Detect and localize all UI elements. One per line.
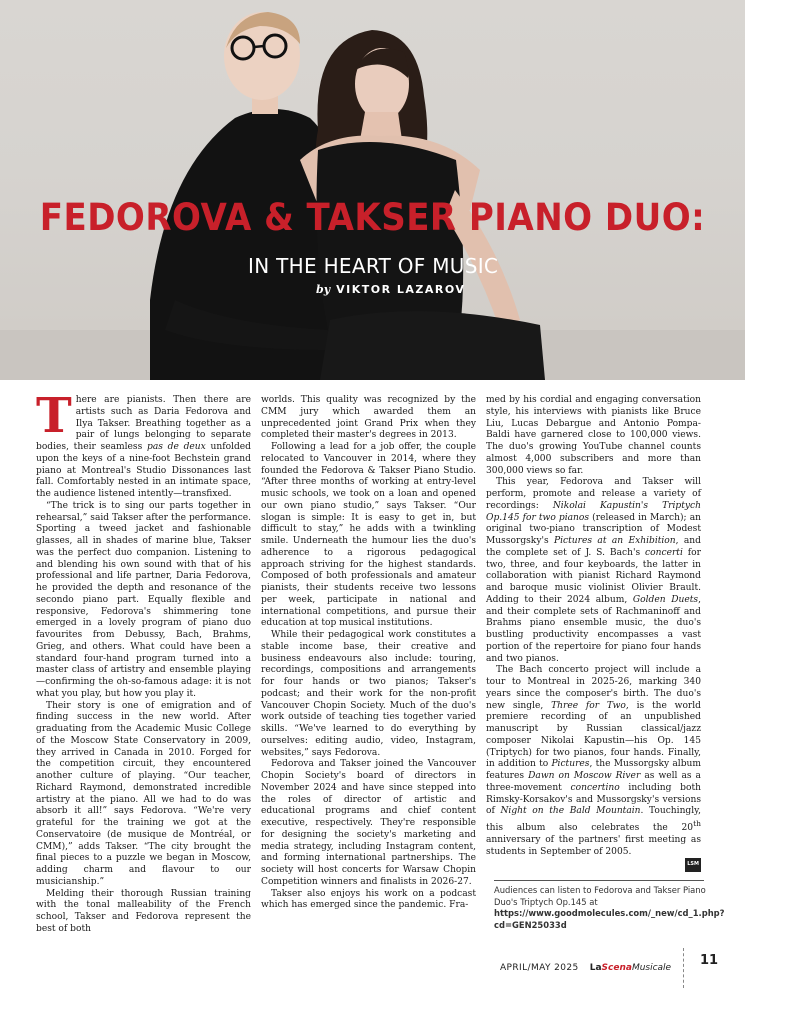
- note-link[interactable]: https://www.goodmolecules.com/_new/cd_1.php?cd=GEN25033d: [494, 908, 725, 930]
- author-name: VIKTOR LAZAROV: [336, 283, 466, 296]
- article-column-1: [36, 388, 251, 936]
- paragraph: Takser also enjoys his work on a podcast which has emerged since the pandemic. Fra-: [261, 888, 476, 911]
- byline: [316, 283, 465, 296]
- paragraph: This year, Fedorova and Takser will perform, promote and release a variety of recordings: Nikolai Kapustin's Triptych Op.145 for two pianos (released in March); an original two-piano transcription of Modest Mussorgsky's Pictures at an Exhibition, and the complete set of J. S. Bach's concerti for two, three, and four keyboards, the latter in collaboration with pianist Richard Raymond and baroque music violinist Olivier Brault. Adding to their 2024 album, Golden Duets, and their complete sets of Rachmaninoff and Brahms piano ensemble music, the duo's bustling productivity encompasses a vast portion of the repertoire for piano four hands and two pianos.: [486, 477, 701, 664]
- footer-divider: [683, 948, 684, 988]
- hero-photo: [0, 0, 745, 380]
- paragraph: Melding their thorough Russian training with the tonal malleability of the French school, Takser and Fedorova represent the best of both: [36, 888, 251, 934]
- paragraph: Their story is one of emigration and of finding success in the new world. After graduating from the Academic Music College of the Moscow State Conservatory in 2009, they arrived in Canada in 2010. Forged for the competition circuit, they encountered another culture of playing. “Our teacher, Richard Raymond, demonstrated incredible artistry at the piano. All we had to do was absorb it all!” says Fedorova. “We're very grateful for the training we got at the Conservatoire (de musique de Montréal, or CMM),” adds Takser. “The city brought the final pieces to a puzzle we began in Moscow, adding charm and flavour to our musicianship.”: [36, 700, 251, 887]
- page-number: 11: [700, 953, 719, 968]
- end-mark-logo: LSM: [685, 858, 701, 872]
- note-text: Audiences can listen to Fedorova and Takser Piano Duo's Triptych Op.145 at: [494, 885, 706, 907]
- article-column-2: [261, 395, 476, 912]
- magazine-name: LaScenaMusicale: [589, 963, 672, 973]
- note-divider: [494, 880, 704, 881]
- paragraph: Fedorova and Takser joined the Vancouver Chopin Society's board of directors in November 2024 and have since stepped into the roles of director of artistic and educational programs and chief content executive, respectively. They're responsible for designing the society's marketing and media strategy, including Instagram content, and forming international partnerships. The society will host concerts for Warsaw Chopin Competition winners and finalists in 2026-27.: [261, 759, 476, 887]
- paragraph: worlds. This quality was recognized by the CMM jury which awarded them an unprecedented joint Grand Prix when they completed their master's degrees in 2013.: [261, 395, 476, 441]
- article-headline: FEDOROVA & TAKSER PIANO DUO:: [39, 196, 706, 239]
- drop-cap: T: [36, 388, 72, 444]
- paragraph: There are pianists. Then there are artists such as Daria Fedorova and Ilya Takser. Breathing together as a pair of lungs belonging to separate bodies, their seamless pas de deux unfolded upon the keys of a nine-foot Bechstein grand piano at Montreal's Studio Dissonances last fall. Comfortably nested in an intimate space, the audience listened intently—transfixed.: [36, 388, 251, 499]
- paragraph: med by his cordial and engaging conversation style, his interviews with pianists like Bruce Liu, Lucas Debargue and Antonio Pompa-Baldi have garnered close to 100,000 views. The duo's growing YouTube channel counts almost 4,000 subscribers and more than 300,000 views so far.: [486, 395, 701, 476]
- byline-prefix: by: [316, 283, 331, 296]
- paragraph: While their pedagogical work constitutes a stable income base, their creative and business endeavours also include: touring, recordings, compositions and arrangements for four hands or two pianos; Takser's podcast; and their work for the non-profit Vancouver Chopin Society. Much of the duo's work outside of teaching ties together varied skills. “We've learned to do everything by ourselves: editing audio, video, Instagram, websites,” says Fedorova.: [261, 630, 476, 758]
- paragraph: The Bach concerto project will include a tour to Montreal in 2025-26, marking 340 years since the composer's birth. The duo's new single, Three for Two, is the world premiere recording of an unpublished manuscript by Russian classical/jazz composer Nikolai Kapustin—his Op. 145 (Triptych) for two pianos, four hands. Finally, in addition to Pictures, the Mussorgsky album features Dawn on Moscow River as well as a three-movement concertino including both Rimsky-Korsakov's and Mussorgsky's versions of Night on the Bald Mountain. Touchingly, this album also celebrates the 20th anniversary of the partners' first meeting as students in September of 2005.: [486, 665, 701, 857]
- article-subheadline: IN THE HEART OF MUSIC: [248, 254, 499, 278]
- page-footer: [500, 955, 671, 974]
- listen-note: [494, 885, 725, 931]
- paragraph: Following a lead for a job offer, the couple relocated to Vancouver in 2014, where they founded the Fedorova & Takser Piano Studio. “After three months of working at entry-level music schools, we took on a loan and opened our own piano studio,” says Takser. “Our slogan is simple: It is easy to get in, but difficult to stay,” he adds with a twinkling smile. Underneath the humour lies the duo's adherence to a rigorous pedagogical approach striving for the highest standards. Composed of both professionals and amateur pianists, their students receive two lessons per week, participate in national and international competitions, and pursue their education at top musical institutions.: [261, 442, 476, 629]
- article-column-3: [486, 395, 701, 872]
- issue-date: APRIL/MAY 2025: [500, 963, 579, 973]
- duo-photo-illustration: [0, 0, 745, 380]
- paragraph: “The trick is to sing our parts together in rehearsal,” said Takser after the performance. Sporting a tweed jacket and fashionable glasses, all in shades of marine blue, Takser was the perfect duo companion. Listening to and blending his own sound with that of his professional and life partner, Daria Fedorova, he provided the depth and resonance of the secondo piano part. Equally flexible and responsive, Fedorova's shimmering tone emerged in a lovely program of piano duo favourites from Debussy, Bach, Brahms, Grieg, and others. What could have been a standard four-hand program turned into a master class of artistry and ensemble playing—confirming the oh-so-famous adage: it is not what you play, but how you play it.: [36, 500, 251, 699]
